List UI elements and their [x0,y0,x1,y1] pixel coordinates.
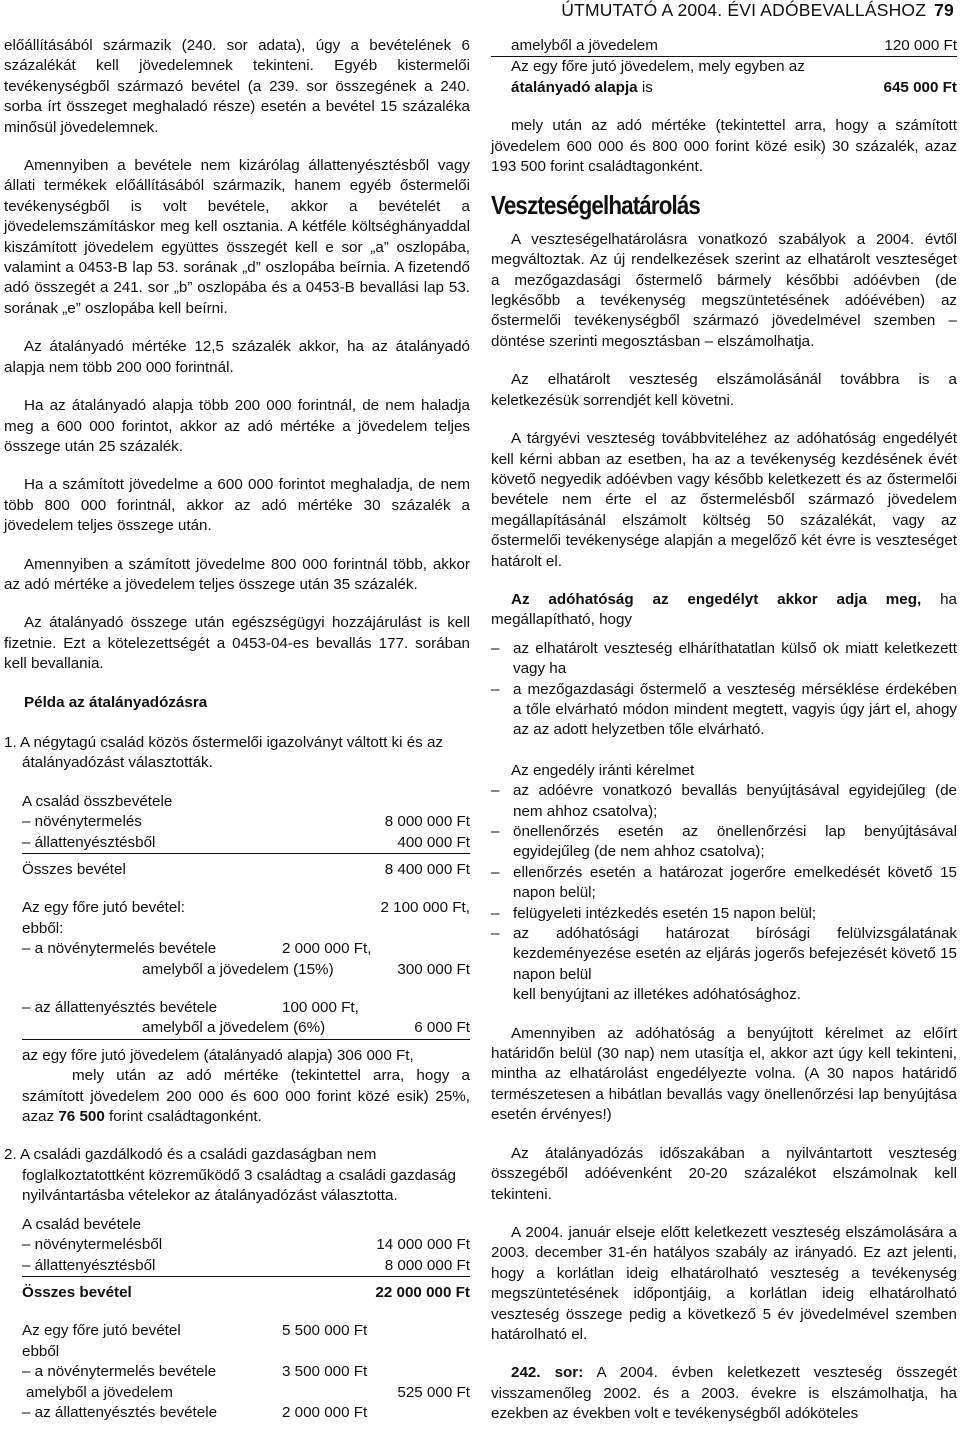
example-title: Példa az átalányadózásra [24,693,208,711]
ex1-of-which: ebből: [22,919,64,937]
paragraph-rules-changed: A veszteségelhatárolásra vonatkozó szabályok a 2004. évtől megváltoztak. Az új rendelkezések szerint az elhatárolt veszteséget a mezőgazdasági őstermelő bármely későbbi adóévben (de legkésőbb a tevékenység megszüntetésének adóévében) az őstermelői tevékenységből származó jövedelmével szemben – döntése szerinti megosztásban – elszámolhatja. [491,230,957,350]
left-column [4,36,470,1423]
example-2-intro: 2. A családi gazdálkodó és a családi gazdaságban nem foglalkoztatottként közreműködő 3 családtag a családi gazdaság nyilvántartásba vételekor az átalányadózást választotta. [4,1146,456,1205]
paragraph-order: Az elhatárolt veszteség elszámolásánál továbbra is a keletkezésük sorrendjét kell követni. [491,371,957,409]
list-item: – felügyeleti intézkedés esetén 15 napon belül; [491,904,957,924]
paragraph-health-contribution: Az átalányadó összege után egészségügyi hozzájárulást is kell fizetnie. Ezt a kötelezettségét a 0453-04-es bevallás 177. sorában kell bevallania. [4,614,470,673]
example-1-block [4,792,470,1128]
ex1-animal-line: – állattenyésztésből 400 000 Ft [22,833,470,854]
paragraph-flat-rate-period: Az átalányadózás időszakában a nyilvántartott veszteség összegéből adóévenként 20-20 százalékot elszámolnak kell tekinteni. [491,1144,957,1203]
list-item: – ellenőrzés esetén a határozat jogerőre emelkedését követő 15 napon belül; [491,863,957,904]
paragraph-before-2004: A 2004. január elseje előtt keletkezett veszteség elszámolására a 2003. december 31-én hatályos szabály az irányadó. Ez azt jelenti, hogy a korlátlan ideig elhatárolható veszteség a tevékenység megszüntetésének időpontjáig, a korlátlan ideig elhatárolható veszteség összege pedig a következő 5 év jövedelmével szemben határolható el. [491,1223,957,1343]
paragraph-rate-12-5: Az átalányadó mértéke 12,5 százalék akkor, ha az átalányadó alapja nem több 200 000 forintnál. [4,338,470,376]
example-1-intro: 1. A négytagú család közös őstermelői igazolványt váltott ki és az átalányadózást választották. [4,733,443,772]
ex2-plant-inc-line: amelyből a jövedelem 525 000 Ft [26,1383,470,1401]
right-top-line-2: Az egy főre jutó jövedelem, mely egyben az [511,58,805,76]
ex1-per-person-line: Az egy főre jutó bevétel: 2 100 000 Ft, [22,899,470,917]
permission-conditions-list [491,639,957,741]
list-item: – az adóévre vonatkozó bevallás benyújtásával egyidejűleg (de nem ahhoz csatolva); [491,781,957,822]
ex2-animal-rev-line: – az állattenyésztés bevétele 2 000 000 Ft [22,1403,368,1421]
intro-paragraph: előállításából származik (240. sor adata), úgy a bevételének 6 százalékát kell jövedelemnek tekinteni. Egyéb kistermelői tevékenységből származó bevétel (a 239. sor összegének a 240. sorba írt összeget meghaladó része) esetén a bevétel 15 százaléka minősül jövedelemnek. [4,37,470,136]
request-intro: Az engedély iránti kérelmet [511,761,695,779]
ex1-summary-1: az egy főre jutó jövedelem (átalányadó alapja) 306 000 Ft, [22,1046,414,1064]
right-top-paragraph: mely után az adó mértéke (tekintettel arra, hogy a számított jövedelem 600 000 és 800 000 forint közé esik) 30 százalék, azaz 193 500 forint családtagonként. [491,117,957,176]
paragraph-permission-granted: Az adóhatóság az engedélyt akkor adja meg, ha megállapítható, hogy [491,590,957,629]
ex1-plant-inc-line: amelyből a jövedelem (15%) 300 000 Ft [142,960,470,978]
paragraph-row-242: 242. sor: A 2004. évben keletkezett veszteség összegét visszamenőleg 2002. és a 2003. évekre is elszámolhatja, ha ezekben az években volt e tevékenységből adóköteles [491,1364,957,1423]
paragraph-rate-25: Ha az átalányadó alapja több 200 000 forintnál, de nem haladja meg a 600 000 forintot, akkor az adó mértéke a jövedelem teljes összege után 25 százalék. [4,397,470,455]
ex1-animal-rev-line: – az állattenyésztés bevétele 100 000 Ft, [22,999,359,1017]
right-top-line-3: átalányadó alapja is 645 000 Ft [511,78,957,96]
ex2-income-label: A család bevétele [22,1215,142,1233]
ex2-animal-line: – állattenyésztésből 8 000 000 Ft [22,1256,470,1277]
ex1-total-line: Összes bevétel 8 400 000 Ft [22,861,470,878]
list-item: – az adóhatósági határozat bírósági felülvizsgálatának kezdeményezése esetén az eljárás jogerős befejezését követő 15 napon belül [491,924,957,985]
ex1-plant-line: – növénytermelés 8 000 000 Ft [22,813,470,831]
ex1-summary: mely után az adó mértéke (tekintettel arra, hogy a számított jövedelem 200 000 és 600 000 forint közé esik) 25%, azaz 76 500 forint családtagonként. [22,1067,470,1126]
right-column [491,36,957,1443]
ex1-animal-inc-line: amelyből a jövedelem (6%) 6 000 Ft [22,1018,470,1039]
ex2-per-person-line: Az egy főre jutó bevétel 5 500 000 Ft [22,1322,368,1340]
list-item: – az elhatárolt veszteség elháríthatatlan külső ok miatt keletkezett vagy ha [491,639,957,680]
running-head [561,0,954,21]
ex2-of-which: ebből [22,1342,60,1360]
list-item: – a mezőgazdasági őstermelő a veszteség mérséklése érdekében a tőle elvárható módon mindent megtett, vagyis úgy járt el, ahogy az az adott helyzetben tőle elvárható. [491,680,957,741]
right-top-line-1: amelyből a jövedelem 120 000 Ft [491,36,957,57]
request-end: kell benyújtani az illetékes adóhatósághoz. [513,986,801,1004]
example-2-block [4,1215,470,1424]
paragraph-30-days: Amennyiben az adóhatóság a benyújtott kérelmet az előírt határidőn belül (30 nap) nem utasítja el, akkor azt úgy kell tekinteni, mintha az elhatárolást engedélyezte volna. (A 30 napos határidő természetesen a hibátlan bevallás vagy önellenőrzési lap benyújtása esetén érvényes!) [491,1024,957,1124]
header-title: ÚTMUTATÓ A 2004. ÉVI ADÓBEVALLÁSHOZ [561,0,927,20]
page-number: 79 [934,0,954,20]
ex1-income-label: A család összbevétele [22,792,173,810]
ex2-plant-line: – növénytermelésből 14 000 000 Ft [22,1236,470,1254]
section-heading: Veszteségelhatárolás [491,190,701,221]
paragraph-permission: A tárgyévi veszteség továbbviteléhez az adóhatóság engedélyét kell kérni abban az esetben, ha az a tevékenység kezdésének évét követő negyedik adóévben vagy később keletkezett és az őstermelői bevétele nem érte el az őstermelésből származó jövedelem megállapításánál elszámolt költség 50 százalékát, vagy az őstermelői tevékenysége alapján a megelőző két évre is veszteséget határolt el. [491,430,957,570]
paragraph-rate-30: Ha a számított jövedelme a 600 000 forintot meghaladja, de nem több 800 000 forintnál, akkor az adó mértéke 30 százalék a jövedelem teljes összege után. [4,476,470,535]
request-deadlines-list [491,781,957,985]
paragraph-income-split: Amennyiben a bevétele nem kizárólag állattenyésztésből vagy állati termékek előállításából származik, hanem egyéb őstermelői tevékenységből is volt bevétele, akkor a bevételét a jövedelemszámításkor meg kell osztania. A kétféle költséghányaddal kiszámított jövedelem együttes összegét kell e sor „a” oszlopába, valamint a 0453-B lap 53. sorának „d” oszlopába beírnia. A fizetendő adó összegét a 241. sor „b” oszlopába és a 0453-B bevallási lap 53. sorának „e” oszlopába kell beírni. [4,157,470,317]
list-item: – önellenőrzés esetén az önellenőrzési lap benyújtásával egyidejűleg (de nem ahhoz csatolva); [491,822,957,863]
ex1-plant-rev-line: – a növénytermelés bevétele 2 000 000 Ft, [22,940,372,958]
ex2-plant-rev-line: – a növénytermelés bevétele 3 500 000 Ft [22,1363,368,1381]
ex2-total-line: Összes bevétel 22 000 000 Ft [22,1283,470,1301]
paragraph-rate-35: Amennyiben a számított jövedelme 800 000 forintnál több, akkor az adó mértéke a jövedelem teljes összege után 35 százalék. [4,555,470,593]
